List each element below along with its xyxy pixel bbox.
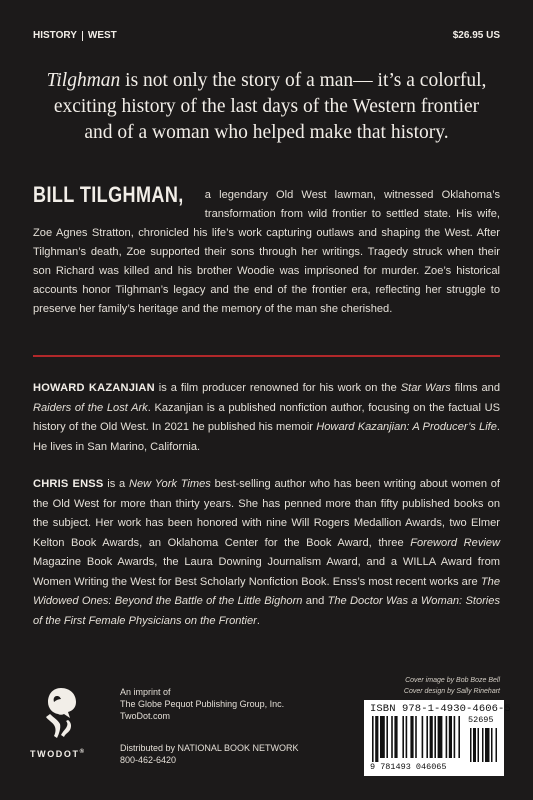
author-name-kazanjian: HOWARD KAZANJIAN [33, 382, 155, 394]
publisher-name: The Globe Pequot Publishing Group, Inc. [120, 699, 285, 709]
publisher-imprint [120, 686, 284, 722]
bio-italic-title: The Widowed Ones: Beyond the Battle of the Little Bighorn [33, 575, 500, 607]
book-description [33, 182, 500, 319]
twodot-wordmark-text: TWODOT [30, 749, 80, 759]
cover-design-credit: Cover design by Sally Rinehart [403, 688, 500, 695]
bio-italic-title: Raiders of the Lost Ark [33, 401, 148, 414]
category-separator [82, 31, 83, 41]
distributor-phone: 800-462-6420 [120, 755, 177, 765]
author-bio-kazanjian [33, 379, 500, 457]
bio-italic-title: The Doctor Was a Woman: Stories of the First Female Physicians on the Frontier [33, 595, 500, 627]
lead-in-name: BILL TILGHMAN, [33, 182, 184, 207]
quote-book-title: Tilghman [46, 70, 121, 91]
bio-italic-title: Howard Kazanjian: A Producer’s Life [316, 421, 497, 433]
barcode-addon-digits: 52695 [468, 715, 494, 725]
bio-text: is a film producer renowned for his work on the [154, 382, 401, 394]
isbn-label: ISBN 978-1-4930-4606-5 [370, 703, 511, 715]
category-history: HISTORY [33, 30, 77, 41]
cover-image-credit: Cover image by Bob Boze Bell [405, 677, 500, 684]
twodot-wordmark [30, 749, 100, 759]
barcode-digits: 9 781493 046065 [370, 762, 447, 772]
bio-text: is a [103, 478, 129, 490]
bio-italic-title: Foreword Review [410, 536, 501, 549]
distributor-info [120, 742, 299, 766]
red-divider-rule [33, 355, 500, 357]
publisher-website: TwoDot.com [120, 711, 171, 721]
quote-text: is not only the story of a man— it’s a colorful, exciting history of the last days of the Western frontier and of a woman who helped make that history. [53, 70, 487, 143]
author-name-enss: CHRIS ENSS [33, 478, 104, 490]
description-text: a legendary Old West lawman, witnessed Oklahoma’s transformation from wild frontier to settled state. His wife, Zoe Agnes Stratton, chronicled his life’s work capturing outlaws and shaping the West. After Tilghman’s death, Zoe supported their sons through her writings. Tragedy struck when their son Richard was killed and his brother Woodie was imprisoned for murder. Zoe’s historical accounts honor Tilghman’s legacy and the end of the frontier era, reflecting her struggle to preserve her family’s heritage and the memory of the man she cherished. [33, 189, 500, 315]
pull-quote [40, 68, 493, 146]
bio-italic-title: New York Times [128, 478, 211, 490]
category-west: WEST [87, 30, 117, 41]
bio-text: . [256, 614, 260, 627]
bio-text: Magazine Book Awards, the Laura Downing Journalism Award, and a WILLA Award from Women Writing the West for Best Scholarly Nonfiction Book. Enss’s most recent works are [33, 556, 500, 588]
trademark-symbol: ® [79, 749, 85, 755]
top-bar [33, 30, 500, 41]
bio-italic-title: Star Wars [400, 382, 451, 394]
bio-text: best-selling author who has been writing about women of the Old West for more than thirty years. She has penned more than fifty published books on the subject. Her work has been honored with nine Will Rogers Medallion Awards, two Elmer Kelton Book Awards, an Oklahoma Center for the Book Award, three [33, 478, 501, 549]
distributor-name: Distributed by NATIONAL BOOK NETWORK [120, 743, 299, 753]
category-label [33, 30, 117, 41]
cover-credits [404, 675, 500, 697]
author-bio-enss [33, 475, 500, 631]
bio-text: films and [450, 382, 500, 394]
bio-text: and [302, 595, 328, 607]
bio-text: . He lives in San Marino, California. [33, 421, 501, 453]
bio-text: . Kazanjian is a published nonfiction author, focusing on the factual US history of the Old West. In 2021 he published his memoir [33, 401, 500, 433]
price: $26.95 US [452, 30, 500, 41]
isbn-barcode [364, 700, 511, 776]
imprint-line: An imprint of [120, 687, 171, 697]
